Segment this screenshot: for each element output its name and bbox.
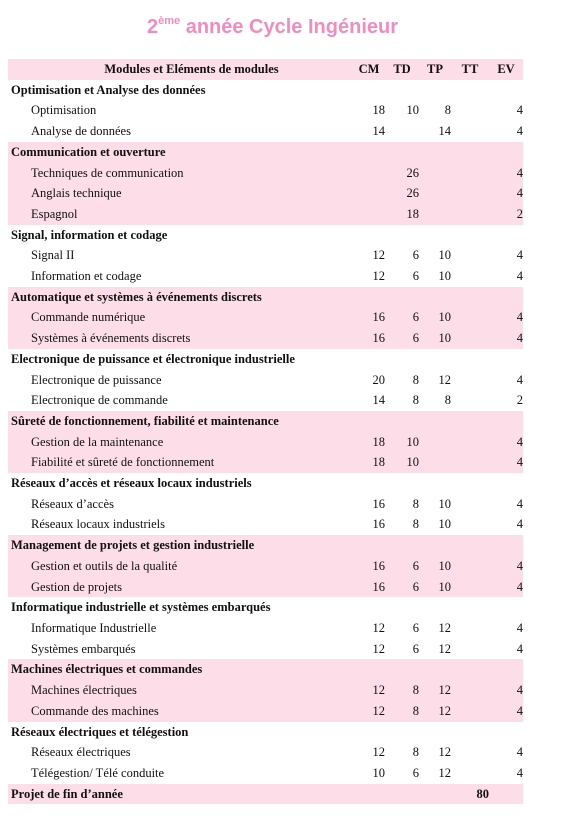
module-element-row xyxy=(8,514,523,535)
module-name: Gestion et outils de la qualité xyxy=(8,556,353,577)
hours-td: 6 xyxy=(412,765,419,780)
hours-cm: 16 xyxy=(353,577,385,598)
hours-td: 6 xyxy=(385,577,419,598)
hours-ev xyxy=(489,411,523,432)
hours-tp xyxy=(419,722,451,743)
module-element-row xyxy=(8,680,523,701)
header-tt: TT xyxy=(451,59,489,80)
hours-tp: 12 xyxy=(438,620,451,635)
module-name: Gestion de projets xyxy=(8,577,353,598)
hours-tp: 12 xyxy=(438,641,451,656)
hours-tp: 12 xyxy=(438,372,451,387)
module-element-row xyxy=(8,701,523,722)
hours-td xyxy=(385,597,419,618)
module-name: Signal, information et codage xyxy=(11,227,168,242)
hours-cm: 12 xyxy=(353,680,385,701)
hours-td: 6 xyxy=(412,641,419,656)
hours-cm: 18 xyxy=(353,452,385,473)
hours-tp: 12 xyxy=(419,680,451,701)
hours-tp xyxy=(419,535,451,556)
header-modules: Modules et Eléments de modules xyxy=(8,59,353,80)
hours-cm: 16 xyxy=(353,556,385,577)
module-name: Systèmes embarqués xyxy=(31,641,136,656)
module-name: Informatique Industrielle xyxy=(31,620,157,635)
hours-tt xyxy=(451,328,489,349)
module-name: Réseaux électriques xyxy=(31,745,131,760)
hours-ev: 4 xyxy=(516,248,523,263)
module-group-row xyxy=(8,659,523,680)
hours-td xyxy=(385,535,419,556)
module-element-row xyxy=(8,183,523,204)
module-name: Projet de fin d’année xyxy=(8,784,353,805)
module-name: Machines électriques xyxy=(8,680,353,701)
hours-ev: 4 xyxy=(516,765,523,780)
hours-cm: 12 xyxy=(372,620,385,635)
hours-tp: 12 xyxy=(438,765,451,780)
hours-cm: 14 xyxy=(372,393,385,408)
hours-tp: 10 xyxy=(419,307,451,328)
hours-td xyxy=(385,225,419,246)
hours-td xyxy=(385,722,419,743)
hours-tt xyxy=(451,225,489,246)
hours-td: 8 xyxy=(412,372,419,387)
hours-tp xyxy=(419,784,451,805)
hours-cm: 12 xyxy=(353,701,385,722)
hours-td xyxy=(385,473,419,494)
hours-td: 10 xyxy=(385,452,419,473)
hours-cm xyxy=(353,142,385,163)
hours-tp: 8 xyxy=(444,103,451,118)
hours-tp xyxy=(419,597,451,618)
hours-tt xyxy=(451,142,489,163)
module-element-row xyxy=(8,328,523,349)
hours-cm xyxy=(353,535,385,556)
hours-tp: 10 xyxy=(438,517,451,532)
hours-tp xyxy=(419,163,451,184)
module-element-row xyxy=(8,618,523,639)
hours-tt xyxy=(451,618,489,639)
hours-td xyxy=(385,411,419,432)
hours-td xyxy=(385,287,419,308)
hours-tp xyxy=(419,659,451,680)
hours-tt xyxy=(451,701,489,722)
hours-tt xyxy=(451,390,489,411)
hours-cm: 20 xyxy=(372,372,385,387)
hours-tt xyxy=(451,307,489,328)
hours-cm xyxy=(353,597,385,618)
curriculum-table xyxy=(8,59,523,804)
hours-tp: 10 xyxy=(419,556,451,577)
hours-ev xyxy=(489,784,523,805)
module-element-row xyxy=(8,556,523,577)
module-group-row xyxy=(8,411,523,432)
hours-ev xyxy=(489,535,523,556)
hours-ev: 4 xyxy=(516,620,523,635)
hours-td: 6 xyxy=(385,307,419,328)
hours-tt xyxy=(451,183,489,204)
hours-ev: 4 xyxy=(516,496,523,511)
hours-cm: 12 xyxy=(372,248,385,263)
hours-cm: 10 xyxy=(372,765,385,780)
hours-tt xyxy=(451,80,489,101)
hours-ev xyxy=(489,659,523,680)
header-tp: TP xyxy=(419,59,451,80)
hours-tt xyxy=(451,577,489,598)
hours-cm: 12 xyxy=(372,269,385,284)
module-element-row xyxy=(8,121,523,142)
hours-tp: 10 xyxy=(419,328,451,349)
header-td: TD xyxy=(385,59,419,80)
hours-ev: 4 xyxy=(489,307,523,328)
hours-td: 6 xyxy=(412,248,419,263)
module-name: Systèmes à événements discrets xyxy=(8,328,353,349)
module-group-row xyxy=(8,597,523,618)
module-element-row xyxy=(8,163,523,184)
hours-ev: 4 xyxy=(489,328,523,349)
hours-tt xyxy=(451,100,489,121)
module-group-row xyxy=(8,473,523,494)
module-name: Signal II xyxy=(31,248,75,263)
hours-td: 6 xyxy=(412,620,419,635)
hours-ev: 4 xyxy=(489,432,523,453)
module-name: Espagnol xyxy=(8,204,353,225)
title-prefix: 2 xyxy=(146,16,159,38)
module-element-row xyxy=(8,742,523,763)
module-name: Electronique de puissance xyxy=(31,372,162,387)
hours-tt xyxy=(451,742,489,763)
hours-cm: 12 xyxy=(372,641,385,656)
hours-cm xyxy=(353,659,385,680)
hours-tt xyxy=(451,556,489,577)
hours-tt xyxy=(451,680,489,701)
hours-ev xyxy=(489,287,523,308)
hours-tp: 12 xyxy=(419,701,451,722)
hours-tp xyxy=(419,287,451,308)
hours-ev: 2 xyxy=(516,393,523,408)
hours-ev: 4 xyxy=(489,701,523,722)
hours-ev: 4 xyxy=(489,163,523,184)
module-name: Réseaux d’accès et réseaux locaux industriels xyxy=(11,476,252,491)
table-header-row xyxy=(8,59,523,80)
hours-ev xyxy=(489,80,523,101)
module-element-row xyxy=(8,266,523,287)
hours-td: 6 xyxy=(412,269,419,284)
hours-td: 8 xyxy=(385,701,419,722)
hours-cm: 18 xyxy=(353,432,385,453)
final-project-row xyxy=(8,784,523,805)
hours-ev xyxy=(489,473,523,494)
hours-tt xyxy=(451,473,489,494)
module-name: Fiabilité et sûreté de fonctionnement xyxy=(8,452,353,473)
module-name: Réseaux d’accès xyxy=(31,496,114,511)
hours-tt xyxy=(451,121,489,142)
hours-tp: 12 xyxy=(438,745,451,760)
module-element-row xyxy=(8,245,523,266)
module-element-row xyxy=(8,494,523,515)
hours-cm: 14 xyxy=(372,124,385,139)
title-superscript: ème xyxy=(158,15,181,27)
hours-tp xyxy=(419,183,451,204)
module-name: Communication et ouverture xyxy=(8,142,353,163)
module-name: Analyse de données xyxy=(31,124,131,139)
hours-td: 10 xyxy=(406,103,419,118)
module-element-row xyxy=(8,307,523,328)
module-group-row xyxy=(8,349,523,370)
hours-td: 6 xyxy=(385,328,419,349)
hours-cm xyxy=(353,349,385,370)
module-name: Optimisation xyxy=(31,103,97,118)
hours-tt xyxy=(451,514,489,535)
page-title xyxy=(0,6,545,42)
module-name: Gestion de la maintenance xyxy=(8,432,353,453)
hours-tt xyxy=(451,163,489,184)
hours-cm xyxy=(353,225,385,246)
hours-ev: 4 xyxy=(489,577,523,598)
module-group-row xyxy=(8,225,523,246)
module-element-row xyxy=(8,204,523,225)
curriculum-table-body xyxy=(8,59,523,804)
hours-cm: 16 xyxy=(353,328,385,349)
hours-tt xyxy=(451,245,489,266)
hours-td xyxy=(385,349,419,370)
hours-tt xyxy=(451,370,489,391)
hours-cm xyxy=(353,183,385,204)
hours-ev: 4 xyxy=(516,641,523,656)
hours-tt xyxy=(451,535,489,556)
hours-td: 26 xyxy=(385,183,419,204)
hours-td: 8 xyxy=(412,393,419,408)
hours-tp xyxy=(419,204,451,225)
module-group-row xyxy=(8,722,523,743)
hours-cm xyxy=(353,287,385,308)
module-name: Télégestion/ Télé conduite xyxy=(31,765,165,780)
hours-ev xyxy=(489,225,523,246)
module-element-row xyxy=(8,639,523,660)
module-name: Automatique et systèmes à événements discrets xyxy=(8,287,353,308)
hours-cm: 16 xyxy=(372,496,385,511)
hours-tt xyxy=(451,411,489,432)
hours-td xyxy=(385,142,419,163)
module-name: Commande des machines xyxy=(8,701,353,722)
hours-tt xyxy=(451,266,489,287)
hours-tp: 8 xyxy=(444,393,451,408)
hours-ev: 4 xyxy=(516,745,523,760)
hours-td: 8 xyxy=(412,745,419,760)
title-rest: année Cycle Ingénieur xyxy=(180,16,398,38)
hours-td: 18 xyxy=(385,204,419,225)
hours-tt xyxy=(451,204,489,225)
hours-ev: 4 xyxy=(516,103,523,118)
hours-ev: 4 xyxy=(489,680,523,701)
module-group-row xyxy=(8,80,523,101)
hours-ev xyxy=(489,722,523,743)
hours-cm xyxy=(353,204,385,225)
hours-td xyxy=(385,784,419,805)
hours-tp xyxy=(419,452,451,473)
module-name: Optimisation et Analyse des données xyxy=(11,82,206,97)
module-name: Electronique de commande xyxy=(31,393,168,408)
hours-tp xyxy=(419,349,451,370)
hours-tt xyxy=(451,597,489,618)
hours-tt: 80 xyxy=(451,784,489,805)
hours-tt xyxy=(451,432,489,453)
module-element-row xyxy=(8,763,523,784)
hours-td: 10 xyxy=(385,432,419,453)
module-group-row xyxy=(8,287,523,308)
module-name: Réseaux locaux industriels xyxy=(31,517,165,532)
hours-td: 6 xyxy=(385,556,419,577)
hours-tp xyxy=(419,142,451,163)
hours-ev xyxy=(489,142,523,163)
module-name: Information et codage xyxy=(31,269,142,284)
hours-tt xyxy=(451,639,489,660)
hours-tp xyxy=(419,473,451,494)
hours-td: 8 xyxy=(412,496,419,511)
module-element-row xyxy=(8,577,523,598)
module-name: Electronique de puissance et électronique industrielle xyxy=(11,351,295,366)
hours-cm xyxy=(353,784,385,805)
hours-td: 8 xyxy=(412,517,419,532)
module-element-row xyxy=(8,100,523,121)
hours-cm xyxy=(353,722,385,743)
hours-ev xyxy=(489,349,523,370)
hours-ev: 4 xyxy=(516,372,523,387)
hours-td: 26 xyxy=(385,163,419,184)
hours-tp: 10 xyxy=(438,496,451,511)
hours-ev: 4 xyxy=(489,183,523,204)
module-element-row xyxy=(8,452,523,473)
hours-tt xyxy=(451,763,489,784)
module-name: Anglais technique xyxy=(8,183,353,204)
hours-ev: 4 xyxy=(516,124,523,139)
hours-ev: 4 xyxy=(489,452,523,473)
hours-cm: 16 xyxy=(353,307,385,328)
header-cm: CM xyxy=(353,59,385,80)
module-name: Management de projets et gestion industrielle xyxy=(8,535,353,556)
module-name: Techniques de communication xyxy=(8,163,353,184)
hours-tt xyxy=(451,287,489,308)
hours-ev: 4 xyxy=(516,269,523,284)
module-element-row xyxy=(8,432,523,453)
hours-cm: 18 xyxy=(372,103,385,118)
hours-cm xyxy=(353,163,385,184)
module-name: Machines électriques et commandes xyxy=(8,659,353,680)
hours-tp: 10 xyxy=(438,269,451,284)
hours-tt xyxy=(451,452,489,473)
hours-tp xyxy=(419,80,451,101)
hours-cm xyxy=(353,411,385,432)
hours-cm xyxy=(353,473,385,494)
hours-td xyxy=(385,80,419,101)
hours-tp: 10 xyxy=(438,248,451,263)
header-ev: EV xyxy=(489,59,523,80)
hours-tp xyxy=(419,225,451,246)
hours-tp xyxy=(419,432,451,453)
hours-tp: 10 xyxy=(419,577,451,598)
hours-cm xyxy=(353,80,385,101)
hours-tt xyxy=(451,494,489,515)
module-group-row xyxy=(8,535,523,556)
hours-tp xyxy=(419,411,451,432)
hours-tt xyxy=(451,349,489,370)
hours-tt xyxy=(451,659,489,680)
hours-ev: 4 xyxy=(516,517,523,532)
module-name: Sûreté de fonctionnement, fiabilité et maintenance xyxy=(8,411,353,432)
module-group-row xyxy=(8,142,523,163)
hours-cm: 12 xyxy=(372,745,385,760)
hours-td xyxy=(385,121,419,142)
hours-cm: 16 xyxy=(372,517,385,532)
hours-ev: 4 xyxy=(489,556,523,577)
hours-tt xyxy=(451,722,489,743)
hours-ev xyxy=(489,597,523,618)
module-name: Commande numérique xyxy=(8,307,353,328)
hours-tp: 14 xyxy=(438,124,451,139)
hours-ev: 2 xyxy=(489,204,523,225)
module-name: Informatique industrielle et systèmes embarqués xyxy=(11,600,271,615)
module-name: Réseaux électriques et télégestion xyxy=(11,724,189,739)
module-element-row xyxy=(8,390,523,411)
hours-td xyxy=(385,659,419,680)
module-element-row xyxy=(8,370,523,391)
hours-td: 8 xyxy=(385,680,419,701)
